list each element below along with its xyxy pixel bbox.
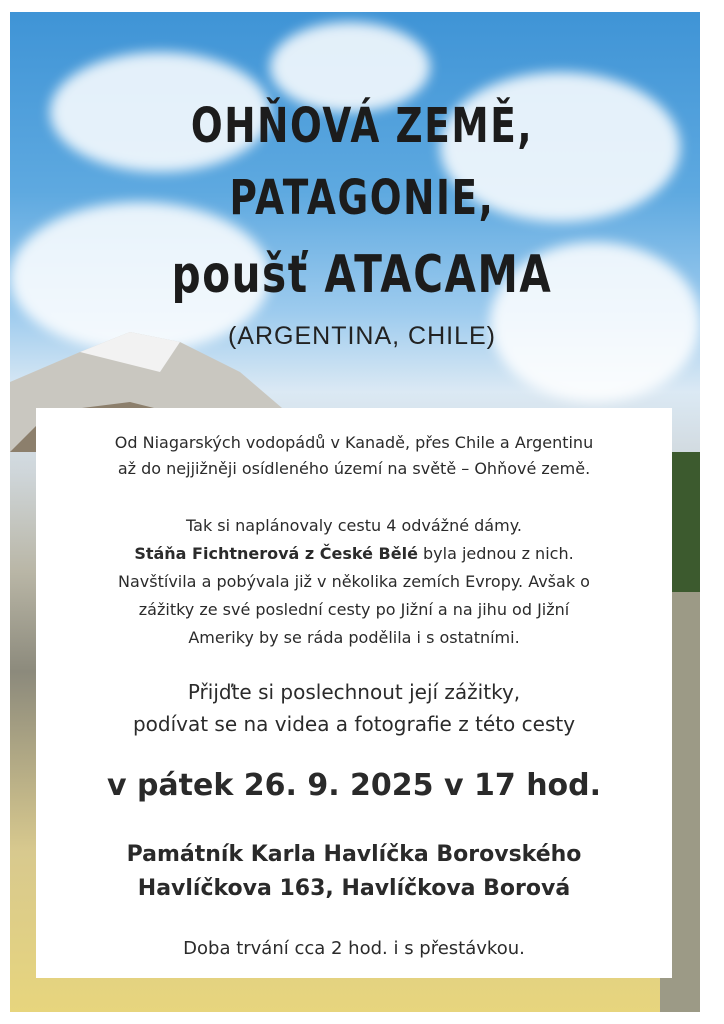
traveler-name: Stáňa Fichtnerová z České Bělé <box>134 544 418 563</box>
subtitle: (ARGENTINA, CHILE) <box>227 322 497 350</box>
intro-paragraph <box>36 430 672 482</box>
invite-paragraph <box>36 676 672 740</box>
story-paragraph <box>36 512 672 652</box>
story-line: Ameriky by se ráda podělila i s ostatními. <box>188 628 520 647</box>
story-line-rest: byla jednou z nich. <box>417 544 574 563</box>
title-line-3: poušť ATACAMA <box>171 245 553 305</box>
invite-line: Přijďte si poslechnout její zážitky, <box>187 680 521 704</box>
title-line-1: OHŇOVÁ ZEMĚ, <box>190 98 534 154</box>
event-date: v pátek 26. 9. 2025 v 17 hod. <box>106 768 602 803</box>
story-line: Tak si naplánovaly cestu 4 odvážné dámy. <box>186 516 522 535</box>
venue <box>36 838 672 906</box>
story-line: zážitky ze své poslední cesty po Jižní a na jihu od Jižní <box>138 600 570 619</box>
intro-line: Od Niagarských vodopádů v Kanadě, přes Chile a Argentinu <box>114 433 594 452</box>
story-line: Navštívila a pobývala již v několika zemích Evropy. Avšak o <box>118 572 590 591</box>
title-line-2: PATAGONIE, <box>229 170 495 226</box>
story-line <box>36 540 672 568</box>
intro-line: až do nejjižněji osídleného území na světě – Ohňové země. <box>117 459 591 478</box>
venue-name: Památník Karla Havlíčka Borovského <box>126 842 582 867</box>
duration-note: Doba trvání cca 2 hod. i s přestávkou. <box>183 938 525 959</box>
invite-line: podívat se na videa a fotografie z této cesty <box>132 712 576 736</box>
venue-address: Havlíčkova 163, Havlíčkova Borová <box>137 876 571 901</box>
text-panel <box>36 408 672 978</box>
